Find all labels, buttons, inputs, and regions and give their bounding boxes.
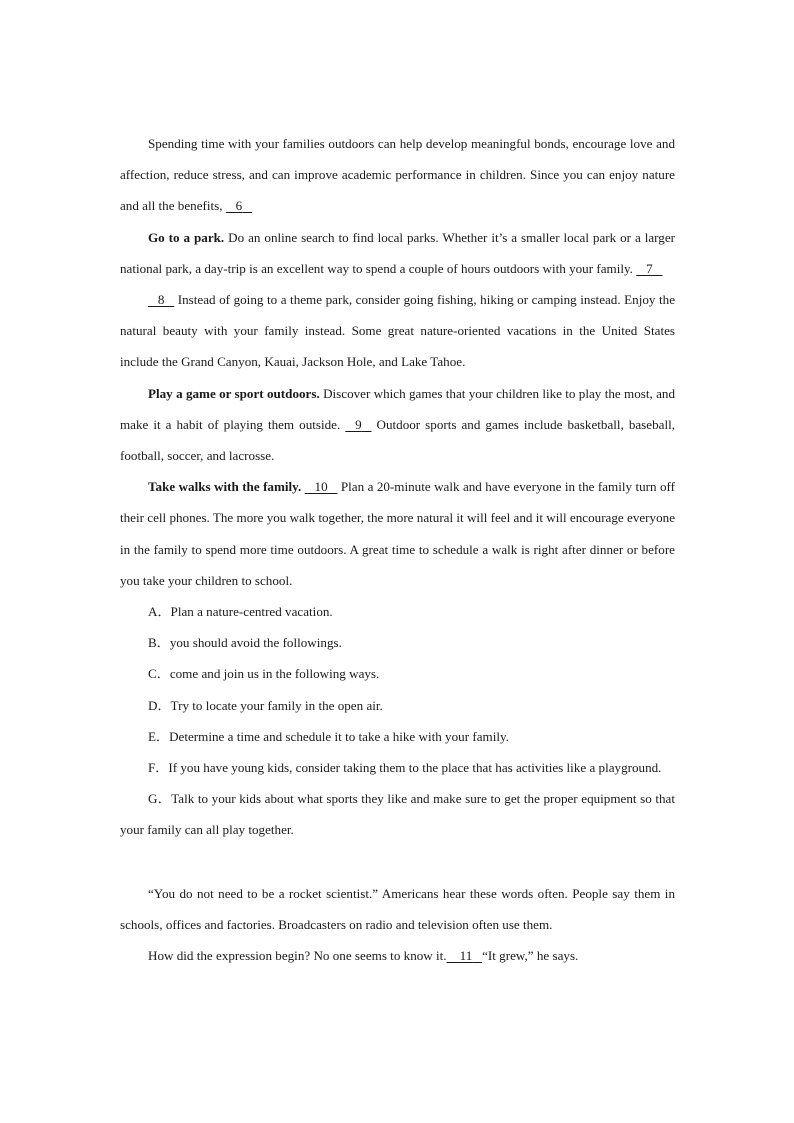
paragraph-text: Plan a 20-minute walk and have everyone in the family turn off their cell phones. The more you walk together, the more natural it will feel and it will encourage everyone in the family to spend more time outdoors. A great time to schedule a walk is right after dinner or before you take your children to school. bbox=[120, 479, 675, 588]
option-f: F．If you have young kids, consider taking them to the place that has activities like a playground. bbox=[148, 760, 662, 776]
paragraph-rocket-scientist: “You do not need to be a rocket scientist.” Americans hear these words often. People say them in schools, offices and factories. Broadcasters on radio and television often use them. bbox=[120, 885, 675, 932]
blank-11: 11 bbox=[459, 948, 473, 964]
option-g: G．Talk to your kids about what sports they like and make sure to get the proper equipment so that your family can all play together. bbox=[120, 791, 675, 838]
option-d: D．Try to locate your family in the open air. bbox=[148, 697, 383, 713]
blank-10: 10 bbox=[314, 479, 328, 495]
paragraph-text: Outdoor sports and games include basketball, baseball, football, soccer, and lacrosse. bbox=[120, 416, 676, 464]
option-e: E．Determine a time and schedule it to take a hike with your family. bbox=[148, 728, 509, 744]
paragraph-vacation bbox=[120, 284, 675, 378]
blank-6: 6 bbox=[235, 198, 243, 214]
option-a: A．Plan a nature-centred vacation. bbox=[148, 604, 333, 620]
paragraph-text: How did the expression begin? No one seems to know it. bbox=[148, 948, 447, 964]
paragraph-walks bbox=[120, 471, 675, 596]
paragraph-expression bbox=[120, 940, 675, 971]
paragraph-game bbox=[120, 378, 675, 472]
heading-play-game: Play a game or sport outdoors. bbox=[148, 385, 320, 401]
paragraph-intro bbox=[120, 128, 675, 222]
option-b: B．you should avoid the followings. bbox=[148, 635, 342, 651]
heading-take-walks: Take walks with the family. bbox=[148, 479, 302, 495]
blank-9: 9 bbox=[355, 416, 362, 432]
heading-go-to-park: Go to a park. bbox=[148, 229, 225, 245]
paragraph-text: Instead of going to a theme park, consider going fishing, hiking or camping instead. Enjoy the natural beauty with your family instead. Some great nature-oriented vacations in the United States include the Grand Canyon, Kauai, Jackson Hole, and Lake Tahoe. bbox=[120, 292, 676, 370]
paragraph-text: Discover which games that your children like to play the most, and make it a habit of playing them outside. bbox=[120, 385, 675, 432]
blank-8: 8 bbox=[157, 292, 165, 308]
section-gap bbox=[120, 846, 675, 878]
paragraph-text: Spending time with your families outdoors can help develop meaningful bonds, encourage love and affection, reduce stress, and can improve academic performance in children. Since you can enjoy nature and all the benefits, bbox=[120, 136, 675, 214]
blank-7: 7 bbox=[646, 260, 653, 276]
paragraph-text: Do an online search to find local parks. Whether it’s a smaller local park or a larger national park, a day-trip is an excellent way to spend a couple of hours outdoors with your family. bbox=[120, 229, 676, 276]
option-c: C．come and join us in the following ways. bbox=[148, 666, 380, 682]
paragraph-park bbox=[120, 222, 675, 284]
paragraph-text: “It grew,” he says. bbox=[482, 948, 579, 964]
